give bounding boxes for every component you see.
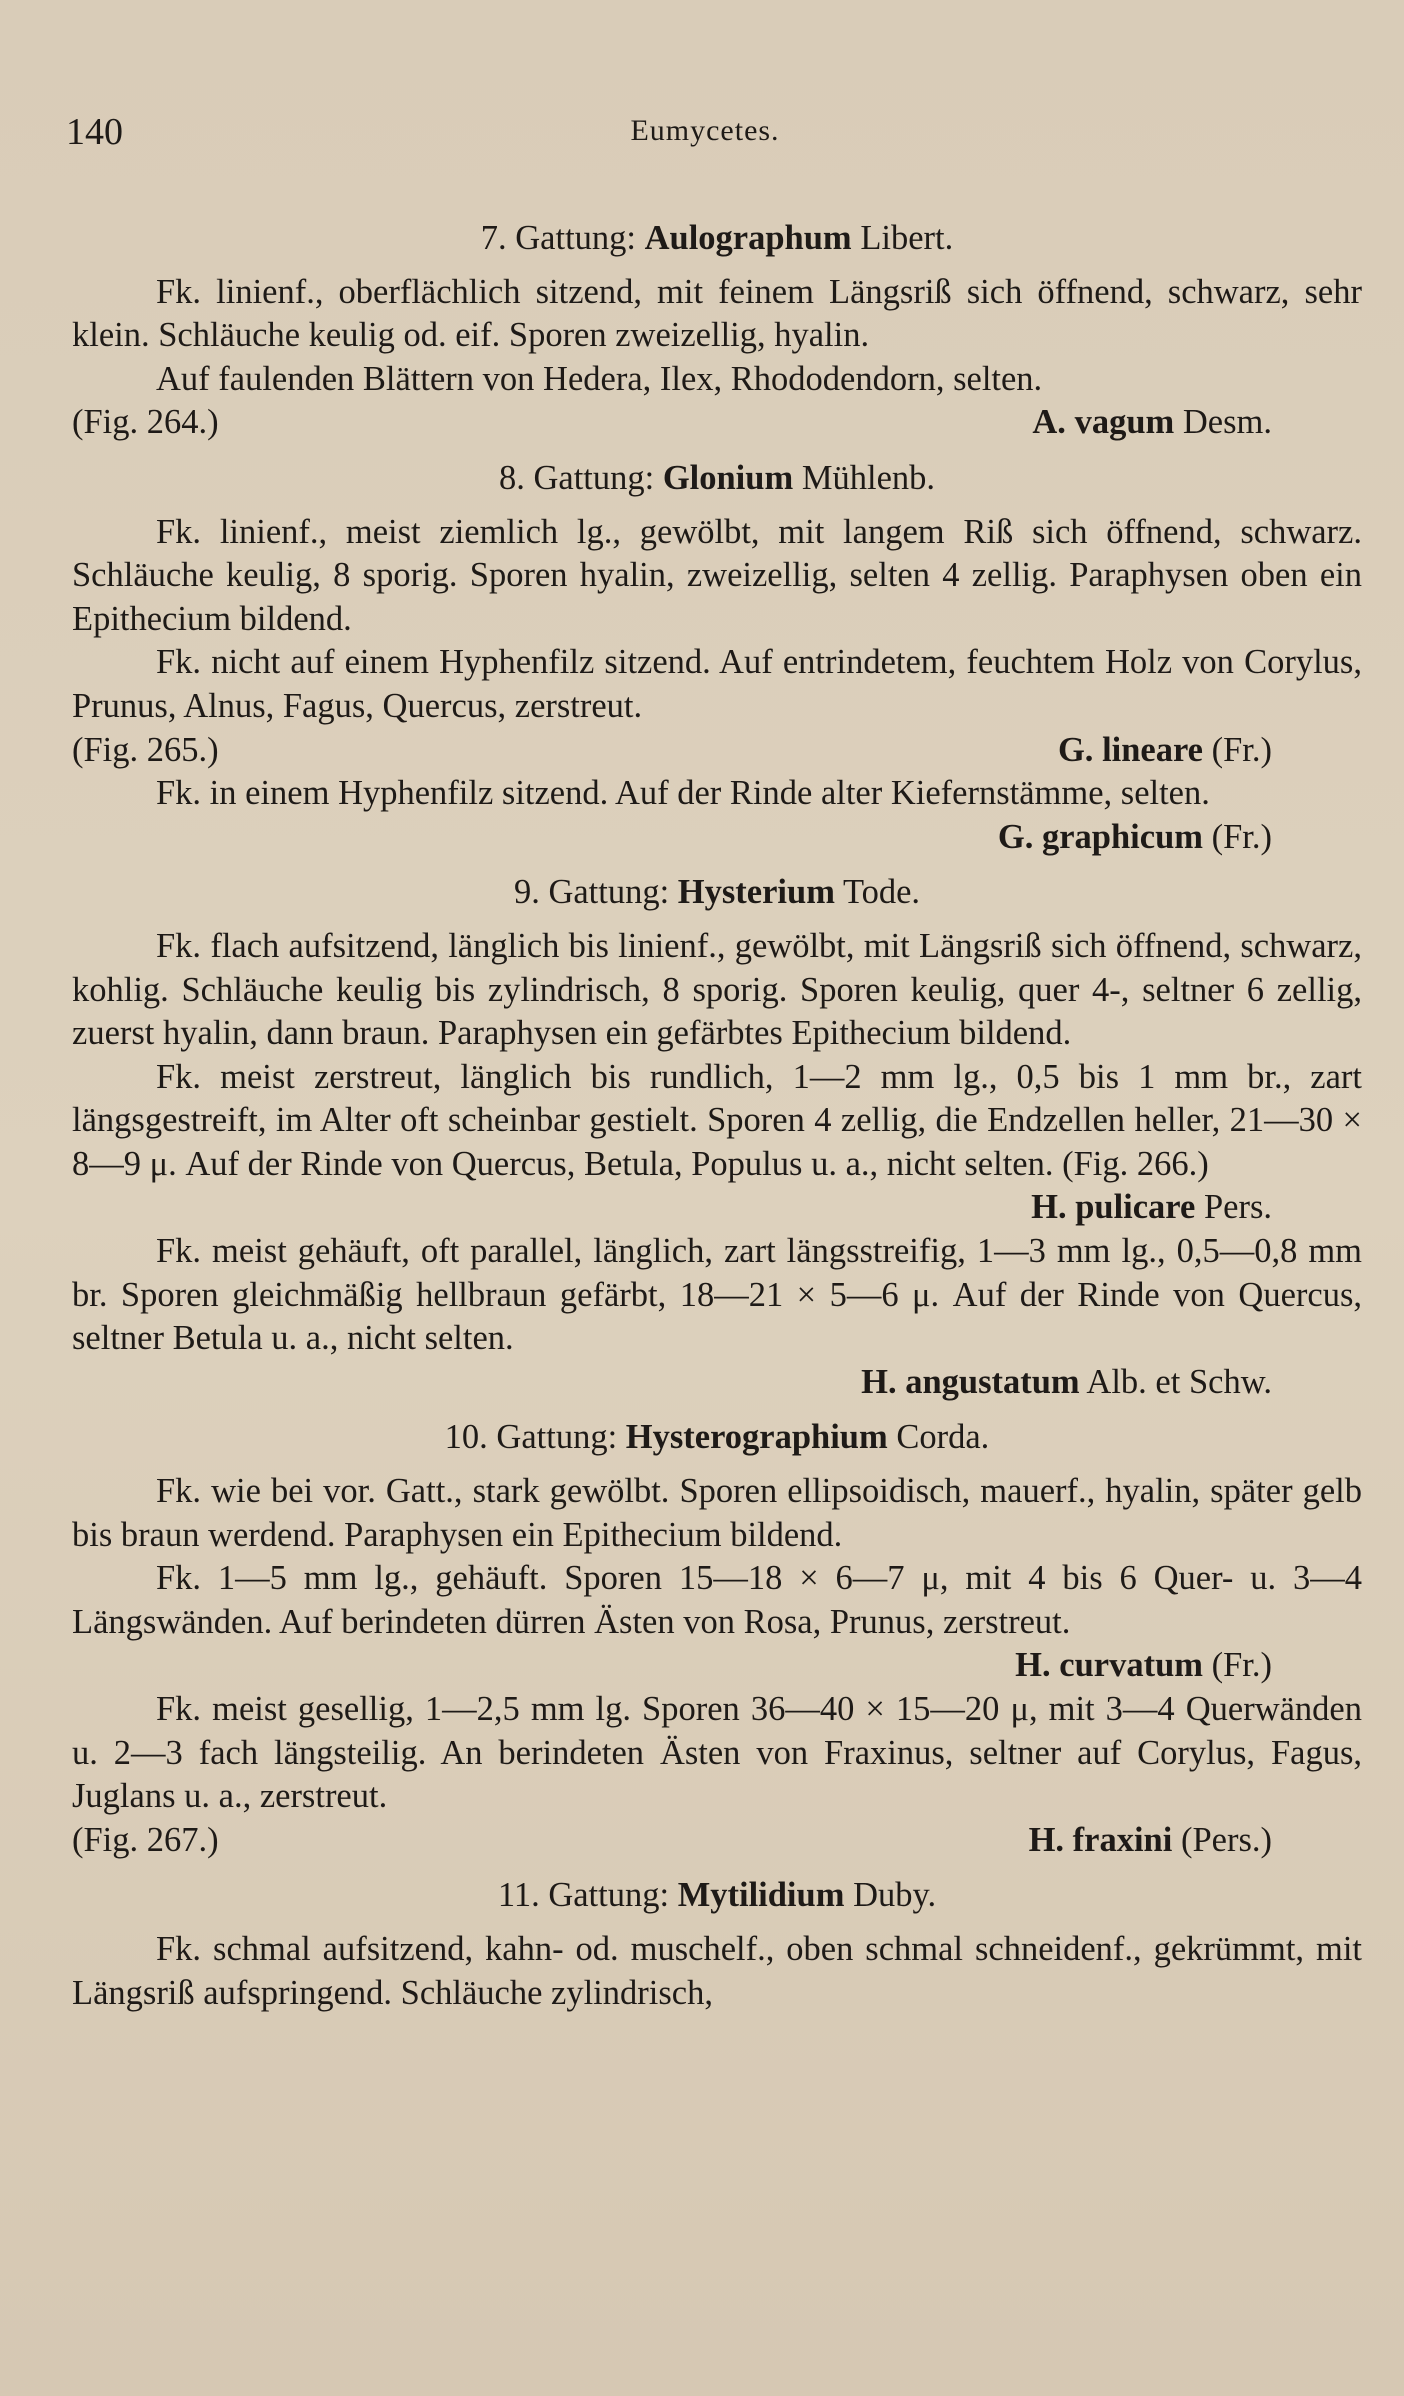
genus-description: Fk. linienf., oberflächlich sitzend, mit feinem Längsriß sich öffnend, schwarz, sehr klein. Schläuche keulig od. eif. Sporen zweizellig, hyalin.: [72, 272, 1362, 355]
genus-heading-9: 9. Gattung: Hysterium Tode.: [513, 873, 921, 912]
page-body: [72, 205, 1362, 2015]
page-header: [66, 110, 1344, 160]
genus-heading-11: 11. Gattung: Mytilidium Duby.: [497, 1876, 937, 1915]
species-description: Fk. meist zerstreut, länglich bis rundlich, 1—2 mm lg., 0,5 bis 1 mm br., zart längsgestreift, im Alter oft scheinbar gestielt. Sporen 4 zellig, die Endzellen heller, 21—30 × 8—9 μ. Auf der Rinde von Quercus, Betula, Populus u. a., nicht selten. (Fig. 266.): [72, 1057, 1362, 1183]
species-name: G. lineare (Fr.): [1057, 730, 1272, 769]
species-name: A. vagum Desm.: [1032, 403, 1272, 442]
genus-name: Aulographum: [644, 219, 852, 257]
species-description: Fk. meist gesellig, 1—2,5 mm lg. Sporen 36—40 × 15—20 μ, mit 3—4 Querwänden u. 2—3 fach längsteilig. An berindeten Ästen von Fraxinus, seltner auf Corylus, Fagus, Juglans u. a., zerstreut.: [72, 1690, 1362, 1816]
species-description: Auf faulenden Blättern von Hedera, Ilex, Rhododendorn, selten.: [156, 359, 1043, 398]
species-name: G. graphicum (Fr.): [997, 817, 1272, 856]
genus-heading-10: 10. Gattung: Hysterographium Corda.: [444, 1418, 990, 1457]
species-name: H. fraxini (Pers.): [1028, 1820, 1272, 1859]
genus-heading-7: 7. Gattung: Aulographum Libert.: [480, 219, 954, 257]
species-description: Fk. meist gehäuft, oft parallel, länglich, zart längsstreifig, 1—3 mm lg., 0,5—0,8 mm br. Sporen gleichmäßig hellbraun gefärbt, 18—21 × 5—6 μ. Auf der Rinde von Quercus, seltner Betula u. a., nicht selten.: [72, 1232, 1362, 1358]
genus-description: Fk. schmal aufsitzend, kahn- od. muschelf., oben schmal schneidenf., gekrümmt, mit Längsriß aufspringend. Schläuche zylindrisch,: [72, 1929, 1362, 2012]
species-line: [72, 1819, 1362, 1863]
genus-description: Fk. flach aufsitzend, länglich bis linienf., gewölbt, mit Längsriß sich öffnend, schwarz, kohlig. Schläuche keulig bis zylindrisch, 8 sporig. Sporen keulig, quer 4-, seltner 6 zellig, zuerst hyalin, dann braun. Paraphysen ein gefärbtes Epithecium bildend.: [72, 926, 1362, 1053]
species-line: [72, 401, 1362, 445]
genus-description: Fk. wie bei vor. Gatt., stark gewölbt. Sporen ellipsoidisch, mauerf., hyalin, später gelb bis braun werdend. Paraphysen ein Epithecium bildend.: [72, 1472, 1362, 1554]
species-name: H. curvatum (Fr.): [1015, 1646, 1272, 1685]
genus-heading-8: 8. Gattung: Glonium Mühlenb.: [498, 458, 936, 497]
genus-name: Glonium: [662, 458, 794, 497]
figure-reference: (Fig. 264.): [72, 403, 219, 442]
species-name: H. angustatum Alb. et Schw.: [861, 1362, 1272, 1401]
page-number: 140: [66, 111, 123, 153]
running-head: Eumycetes.: [630, 114, 780, 147]
species-line: [72, 729, 1362, 773]
species-description: Fk. in einem Hyphenfilz sitzend. Auf der Rinde alter Kiefernstämme, selten.: [156, 774, 1210, 813]
species-description: Fk. nicht auf einem Hyphenfilz sitzend. Auf entrindetem, feuchtem Holz von Corylus, Prunus, Alnus, Fagus, Quercus, zerstreut.: [72, 643, 1362, 725]
genus-name: Mytilidium: [677, 1876, 845, 1915]
genus-name: Hysterographium: [625, 1418, 888, 1457]
figure-reference: (Fig. 265.): [72, 730, 219, 769]
genus-description: Fk. linienf., meist ziemlich lg., gewölbt, mit langem Riß sich öffnend, schwarz. Schläuche keulig, 8 sporig. Sporen hyalin, zweizellig, selten 4 zellig. Paraphysen oben ein Epithecium bildend.: [72, 512, 1362, 638]
species-name: H. pulicare Pers.: [1031, 1188, 1272, 1227]
figure-reference: (Fig. 267.): [72, 1820, 219, 1859]
genus-name: Hysterium: [677, 873, 835, 912]
species-description: Fk. 1—5 mm lg., gehäuft. Sporen 15—18 × 6—7 μ, mit 4 bis 6 Quer- u. 3—4 Längswänden. Auf berindeten dürren Ästen von Rosa, Prunus, zerstreut.: [72, 1559, 1362, 1641]
